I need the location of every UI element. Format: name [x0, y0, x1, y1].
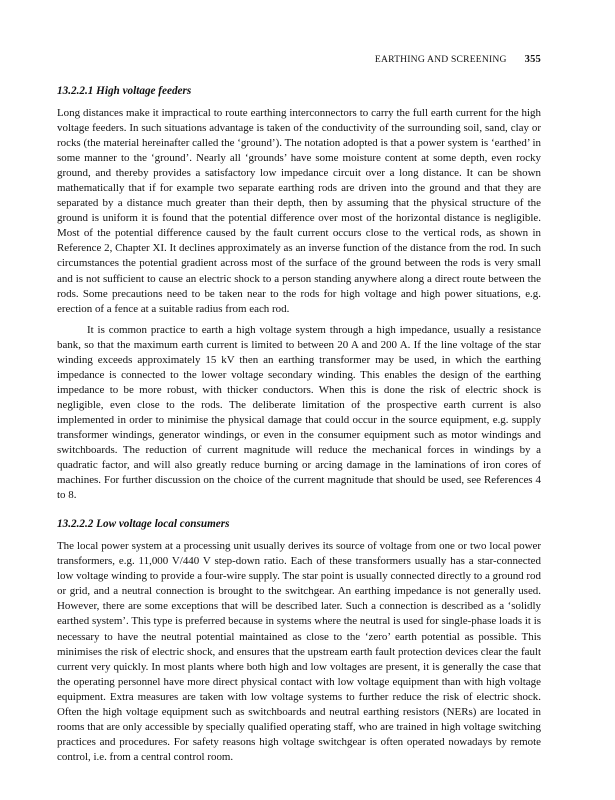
section-heading-high-voltage-feeders: 13.2.2.1 High voltage feeders — [57, 85, 192, 97]
paragraph: Long distances make it impractical to route earthing interconnectors to carry the full earth current for the high voltage feeders. In such situations advantage is taken of the conductivity of the surrounding soil, sand, clay or rocks (the material hereinafter called the ‘ground’). The notation adopted is that a power system is ‘earthed’ in some manner to the ‘ground’. Nearly all ‘grounds’ have some moisture content at some depth, even rocky ground, and thereby provides a satisfactory low impedance circuit over a long distance. It can be shown mathematically that if for example two separate earthing rods are driven into the ground and that they are separated by a distance much greater than their depth, then by assuming that the physical structure of the ground is uniform it is found that the potential difference over most of the horizontal distance is negligible. Most of the potential difference caused by the fault current occurs close to the vertical rods, as shown in Reference 2, Chapter XI. It declines approximately as an inverse function of the distance from the rod. In such circumstances the potential gradient across most of the surface of the ground between the rods is very small and is not sufficient to cause an electric shock to a person standing anywhere along a direct route between the rods. Some precautions need to be taken near to the rods for high voltage and high power situations, e.g. erection of a fence at a suitable radius from each rod. — [57, 107, 541, 315]
running-title: EARTHING AND SCREENING — [374, 54, 507, 65]
paragraph: It is common practice to earth a high voltage system through a high impedance, usually a resistance bank, so that the maximum earth current is limited to between 20 A and 200 A. If the line voltage of the star winding exceeds approximately 15 kV then an earthing transformer may be used, in which the earthing impedance is connected to the lower voltage secondary winding. This enables the design of the earthing impedance to be more robust, with thicker conductors. When this is done the risk of electric shock is negligible, even close to the rods. The deliberate limitation of the prospective earth current is also implemented in order to minimise the physical damage that could occur in the source equipment, e.g. supply transformer windings, generator windings, or even in the consumer equipment such as motor windings and switchboards. The reduction of current magnitude will reduce the mechanical forces in windings by a quadratic factor, and will also greatly reduce burning or arcing damage in the laminations of iron cores of machines. For further discussion on the choice of the current magnitude that should be used, see References 4 to 8. — [57, 323, 541, 502]
page-number: 355 — [524, 54, 541, 65]
page — [57, 54, 541, 765]
running-header — [57, 54, 541, 68]
paragraph: The local power system at a processing unit usually derives its source of voltage from one or two local power transformers, e.g. 11,000 V/440 V step-down ratio. Each of these transformers usually has a star-connected low voltage winding to provide a four-wire supply. The star point is usually connected directly to a ground rod or grid, and a neutral connection is brought to the switchgear. An earthing impedance is not generally used. However, there are some exceptions that will be described later. Such a connection is described as a ‘solidly earthed system’. This type is preferred because in systems where the neutral is used for single-phase loads it is necessary to have the neutral potential maintained as close to the ‘zero’ earth potential as possible. This minimises the risk of electric shock, and ensures that the upstream earth fault protection devices clear the fault current very quickly. In most plants where both high and low voltages are present, it is generally the case that the operating personnel have more direct physical contact with low voltage equipment than with high voltage equipment. Extra measures are taken with low voltage systems to further reduce the risk of electric shock. Often the high voltage equipment such as switchboards and neutral earthing resistors (NERs) are located in rooms that are only accessible by specially qualified operating staff, who are trained in high voltage switching practices and procedures. For safety reasons high voltage switchgear is often operated nowadays by remote control, i.e. from a central control room. — [57, 540, 541, 763]
section-heading-low-voltage-local-consumers: 13.2.2.2 Low voltage local consumers — [57, 518, 230, 531]
